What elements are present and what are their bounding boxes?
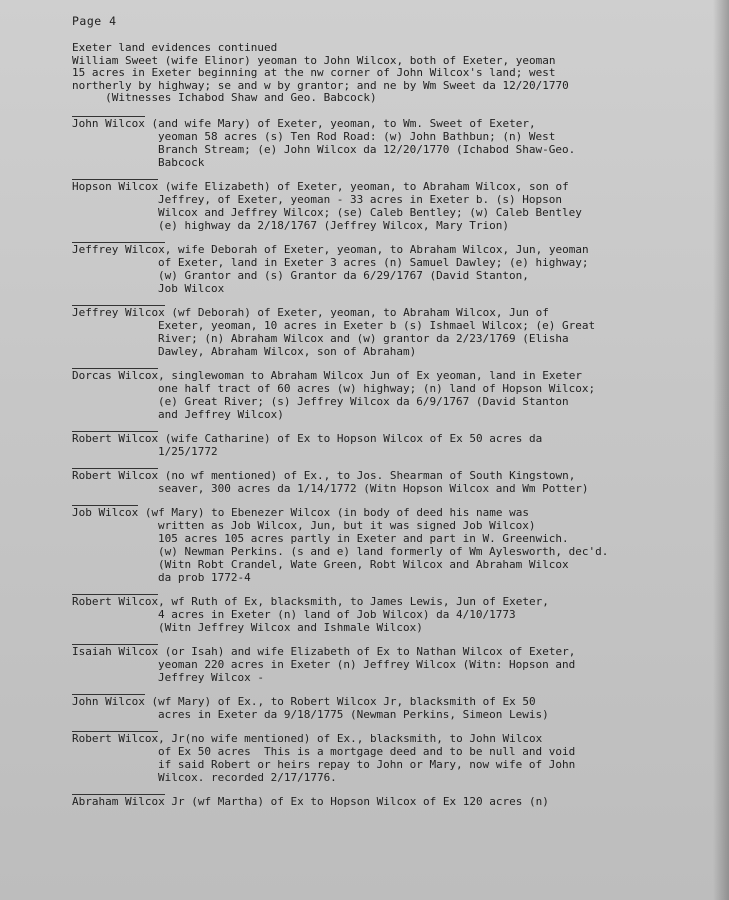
entry-continuation-line: 4 acres in Exeter (n) land of Job Wilcox) da 4/10/1773 <box>158 607 516 621</box>
entry-continuation-line: of Ex 50 acres This is a mortgage deed and to be null and void <box>158 744 576 758</box>
entry-continuation-line: (w) Newman Perkins. (s and e) land formerly of Wm Aylesworth, dec'd. <box>158 544 609 558</box>
grantor-name: Job Wilcox <box>72 505 139 519</box>
grantor-name: John Wilcox <box>72 694 145 708</box>
entry-first-line <box>72 695 709 708</box>
grantor-name: Hopson Wilcox <box>72 179 159 193</box>
entry-text: (wf Deborah) of Exeter, yeoman, to Abraham Wilcox, Jun of <box>164 305 549 319</box>
deed-entry <box>72 306 709 358</box>
entry-text: (wife Elizabeth) of Exeter, yeoman, to Abraham Wilcox, son of <box>158 179 569 193</box>
entry-continuation-line: 1/25/1772 <box>158 444 218 458</box>
section-header <box>72 42 709 105</box>
entry-continuation-line: (w) Grantor and (s) Grantor da 6/29/1767 (David Stanton, <box>158 268 529 282</box>
entry-continuation-line: yeoman 58 acres (s) Ten Rod Road: (w) John Bathbun; (n) West <box>158 129 556 143</box>
entry-continuation-line: (Witn Jeffrey Wilcox and Ishmale Wilcox) <box>158 620 423 634</box>
entry-continuation-line: and Jeffrey Wilcox) <box>158 407 284 421</box>
header-line: (Witnesses Ichabod Shaw and Geo. Babcock) <box>72 91 377 104</box>
entry-continuation-line: Wilcox. recorded 2/17/1776. <box>158 770 337 784</box>
entry-first-line <box>72 795 709 808</box>
grantor-name: Dorcas Wilcox <box>72 368 159 382</box>
grantor-name: Abraham Wilcox <box>72 794 165 808</box>
scan-edge-shadow <box>713 0 729 900</box>
header-line: northerly by highway; se and w by grantor; and ne by Wm Sweet da 12/20/1770 <box>72 78 569 92</box>
entry-continuation-line: Dawley, Abraham Wilcox, son of Abraham) <box>158 344 417 358</box>
entry-text: (wife Catharine) of Ex to Hopson Wilcox of Ex 50 acres da <box>158 431 543 445</box>
header-line: William Sweet (wife Elinor) yeoman to John Wilcox, both of Exeter, yeoman <box>72 53 556 67</box>
entry-continuation-line: of Exeter, land in Exeter 3 acres (n) Samuel Dawley; (e) highway; <box>158 255 589 269</box>
entry-first-line <box>72 369 709 382</box>
entry-continuation-line: written as Job Wilcox, Jun, but it was signed Job Wilcox) <box>158 518 536 532</box>
entry-text: Jr (wf Martha) of Ex to Hopson Wilcox of Ex 120 acres (n) <box>164 794 549 808</box>
deed-entry <box>72 117 709 169</box>
entry-first-line <box>72 595 709 608</box>
entry-continuation-line: da prob 1772-4 <box>158 570 251 584</box>
entry-first-line <box>72 180 709 193</box>
entry-continuation-line: Jeffrey, of Exeter, yeoman - 33 acres in Exeter b. (s) Hopson <box>158 192 562 206</box>
grantor-name: Robert Wilcox <box>72 731 159 745</box>
entry-continuation-line: (Witn Robt Crandel, Wate Green, Robt Wilcox and Abraham Wilcox <box>158 557 569 571</box>
entry-continuation-line: Jeffrey Wilcox - <box>158 670 264 684</box>
entry-text: (wf Mary) of Ex., to Robert Wilcox Jr, blacksmith of Ex 50 <box>144 694 536 708</box>
entry-text: (no wf mentioned) of Ex., to Jos. Shearman of South Kingstown, <box>158 468 576 482</box>
entry-continuation-line: 105 acres 105 acres partly in Exeter and part in W. Greenwich. <box>158 531 569 545</box>
grantor-name: Jeffrey Wilcox <box>72 242 165 256</box>
entry-continuation-line: yeoman 220 acres in Exeter (n) Jeffrey Wilcox (Witn: Hopson and <box>158 657 576 671</box>
entry-continuation-line: acres in Exeter da 9/18/1775 (Newman Perkins, Simeon Lewis) <box>158 707 549 721</box>
deed-entry <box>72 695 709 721</box>
entry-continuation-line: (e) Great River; (s) Jeffrey Wilcox da 6/9/1767 (David Stanton <box>158 394 569 408</box>
entry-first-line <box>72 469 709 482</box>
entry-first-line <box>72 645 709 658</box>
entry-first-line <box>72 506 709 519</box>
entry-first-line <box>72 732 709 745</box>
entry-continuation-line: Babcock <box>158 155 205 169</box>
entry-text: (wf Mary) to Ebenezer Wilcox (in body of deed his name was <box>138 505 529 519</box>
entry-continuation-line: Wilcox and Jeffrey Wilcox; (se) Caleb Bentley; (w) Caleb Bentley <box>158 205 582 219</box>
entry-text: , wf Ruth of Ex, blacksmith, to James Lewis, Jun of Exeter, <box>158 594 549 608</box>
entry-first-line <box>72 117 709 130</box>
grantor-name: Jeffrey Wilcox <box>72 305 165 319</box>
entry-text: , Jr(no wife mentioned) of Ex., blacksmith, to John Wilcox <box>158 731 543 745</box>
grantor-name: Robert Wilcox <box>72 594 159 608</box>
entry-text: (or Isah) and wife Elizabeth of Ex to Nathan Wilcox of Exeter, <box>158 644 576 658</box>
deed-entry <box>72 795 709 808</box>
entry-first-line <box>72 243 709 256</box>
entry-text: , singlewoman to Abraham Wilcox Jun of Ex yeoman, land in Exeter <box>158 368 582 382</box>
deed-entry <box>72 732 709 784</box>
entry-continuation-line: Job Wilcox <box>158 281 225 295</box>
entry-continuation-line: seaver, 300 acres da 1/14/1772 (Witn Hopson Wilcox and Wm Potter) <box>158 481 589 495</box>
entry-continuation-line: if said Robert or heirs repay to John or Mary, now wife of John <box>158 757 576 771</box>
header-line: 15 acres in Exeter beginning at the nw corner of John Wilcox's land; west <box>72 66 556 79</box>
entry-continuation-line: one half tract of 60 acres (w) highway; (n) land of Hopson Wilcox; <box>158 381 596 395</box>
page-number: Page 4 <box>72 14 117 28</box>
entry-text: (and wife Mary) of Exeter, yeoman, to Wm. Sweet of Exeter, <box>144 116 536 130</box>
grantor-name: John Wilcox <box>72 116 145 130</box>
entry-first-line <box>72 306 709 319</box>
grantor-name: Isaiah Wilcox <box>72 644 159 658</box>
deed-entry <box>72 369 709 421</box>
entry-first-line <box>72 432 709 445</box>
deed-entry <box>72 506 709 584</box>
entry-continuation-line: River; (n) Abraham Wilcox and (w) grantor da 2/23/1769 (Elisha <box>158 331 569 345</box>
header-line: Exeter land evidences continued <box>72 41 278 54</box>
deed-entry <box>72 432 709 458</box>
entry-continuation-line: Branch Stream; (e) John Wilcox da 12/20/1770 (Ichabod Shaw-Geo. <box>158 142 576 156</box>
deed-entry <box>72 469 709 495</box>
grantor-name: Robert Wilcox <box>72 431 159 445</box>
entry-text: , wife Deborah of Exeter, yeoman, to Abraham Wilcox, Jun, yeoman <box>164 242 589 256</box>
entry-continuation-line: (e) highway da 2/18/1767 (Jeffrey Wilcox, Mary Trion) <box>158 218 509 232</box>
grantor-name: Robert Wilcox <box>72 468 159 482</box>
deed-entry <box>72 180 709 232</box>
deed-entry <box>72 243 709 295</box>
entry-continuation-line: Exeter, yeoman, 10 acres in Exeter b (s) Ishmael Wilcox; (e) Great <box>158 318 596 332</box>
entries-list <box>72 117 709 808</box>
deed-entry <box>72 595 709 634</box>
deed-entry <box>72 645 709 684</box>
